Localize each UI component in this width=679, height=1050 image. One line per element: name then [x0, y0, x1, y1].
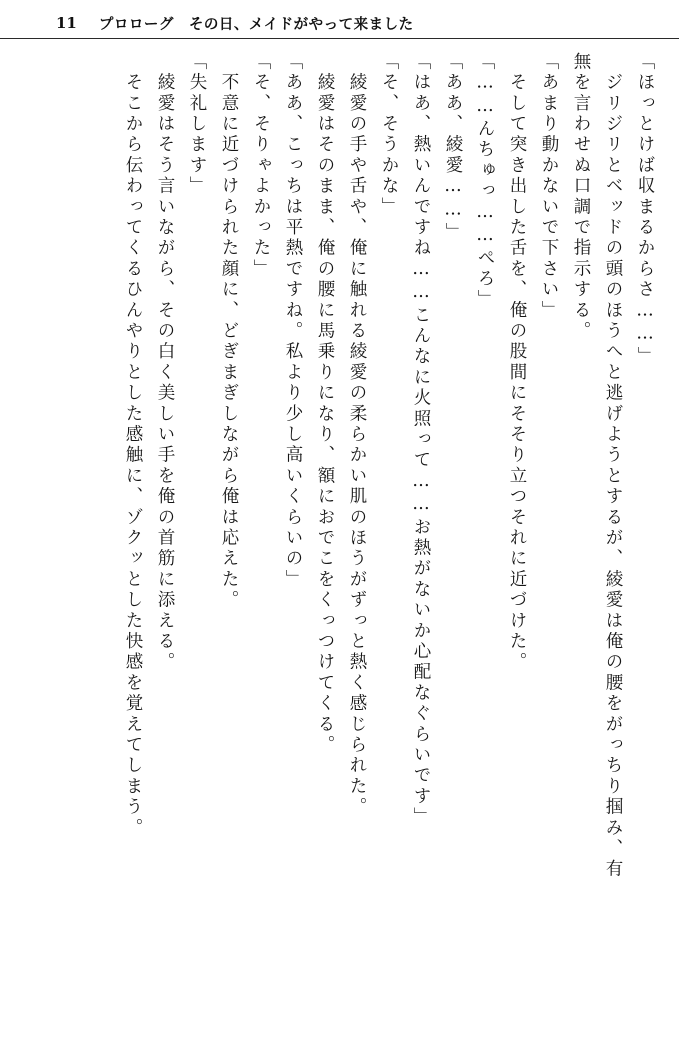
text-line: 「失礼します」 — [187, 52, 207, 197]
text-line: 「……んちゅっ……ぺろ」 — [475, 52, 495, 311]
text-line: 「ああ、こっちは平熱ですね。私より少し高いくらいの」 — [283, 52, 303, 591]
text-line: そこから伝わってくるひんやりとした感触に、ゾクッとした快感を覚えてしまう。 — [123, 52, 143, 839]
page-header — [0, 8, 679, 38]
text-line: 不意に近づけられた顔に、どぎまぎしながら俺は応えた。 — [219, 52, 239, 611]
text-line: 「ああ、綾愛……」 — [443, 52, 463, 244]
text-line: 綾愛の手や舌や、俺に触れる綾愛の柔らかい肌のほうがずっと熱く感じられた。 — [347, 52, 367, 818]
text-line: 綾愛はそう言いながら、その白く美しい手を俺の首筋に添える。 — [155, 52, 175, 673]
text-line: 「そ、そりゃよかった」 — [251, 52, 271, 280]
text-line: 「そ、そうかな」 — [379, 52, 399, 218]
text-line: ジリジリとベッドの頭のほうへと逃げようとするが、綾愛は俺の腰をがっちり掴み、有 — [603, 52, 623, 880]
text-line: 「はあ、熱いんですね……こんなに火照って……お熱がないか心配なぐらいです」 — [411, 52, 431, 828]
page-number: 11 — [56, 14, 77, 32]
text-line: そして突き出した舌を、俺の股間にそそり立つそれに近づけた。 — [507, 52, 527, 673]
text-line: 綾愛はそのまま、俺の腰に馬乗りになり、額におでこをくっつけてくる。 — [315, 52, 335, 756]
header-rule — [0, 38, 679, 39]
text-line: 「ほっとけば収まるからさ……」 — [635, 52, 655, 368]
text-line: 「あまり動かないで下さい」 — [539, 52, 559, 322]
vertical-text-body — [26, 52, 653, 1012]
running-title: プロローグ その日、メイドがやって来ました — [98, 16, 414, 33]
text-line: 無を言わせぬ口調で指示する。 — [571, 52, 591, 342]
